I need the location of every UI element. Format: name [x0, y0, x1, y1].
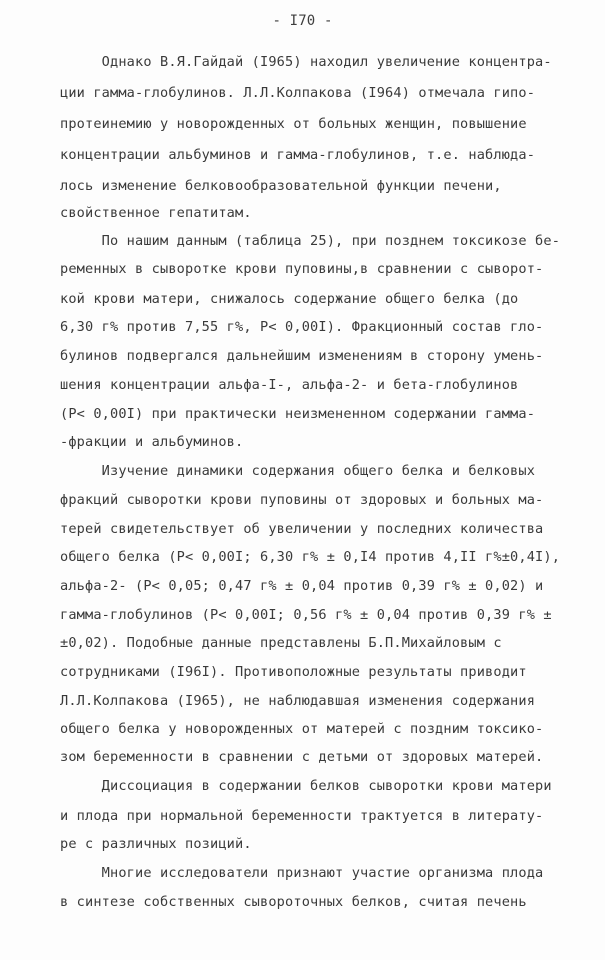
- text-line: в синтезе собственных сывороточных белков, считая печень: [60, 894, 527, 910]
- page-number: - I70 -: [272, 13, 333, 29]
- text-line: ±0,02). Подобные данные представлены Б.П.Михайловым с: [60, 635, 502, 651]
- text-line: свойственное гепатитам.: [60, 205, 252, 221]
- text-line: Диссоциация в содержании белков сыворотки крови матери: [60, 778, 552, 794]
- text-line: Л.Л.Колпакова (I965), не наблюдавшая изменения содержания: [60, 693, 536, 709]
- text-line: альфа-2- (P< 0,05; 0,47 г% ± 0,04 против 0,39 г% ± 0,02) и: [60, 578, 544, 594]
- text-line: сотрудниками (I96I). Противоположные результаты приводит: [60, 664, 527, 680]
- text-line: концентрации альбуминов и гамма-глобулинов, т.е. наблюда-: [60, 147, 536, 163]
- text-line: ременных в сыворотке крови пуповины,в сравнении с сыворот-: [60, 261, 544, 277]
- text-line: протеинемию у новорожденных от больных женщин, повышение: [60, 116, 527, 132]
- text-line: 6,30 г% против 7,55 г%, P< 0,00I). Фракционный состав гло-: [60, 319, 544, 335]
- text-line: лось изменение белковообразовательной функции печени,: [60, 178, 502, 194]
- text-line: По нашим данным (таблица 25), при позднем токсикозе бе-: [60, 233, 561, 249]
- text-line: гамма-глобулинов (P< 0,00I; 0,56 г% ± 0,04 против 0,39 г% ±: [60, 607, 552, 623]
- text-line: общего белка у новорожденных от матерей с поздним токсико-: [60, 721, 544, 737]
- text-line: -фракции и альбуминов.: [60, 434, 244, 450]
- text-line: шения концентрации альфа-I-, альфа-2- и бета-глобулинов: [60, 377, 519, 393]
- text-line: булинов подвергался дальнейшим изменениям в сторону умень-: [60, 348, 544, 364]
- text-line: фракций сыворотки крови пуповины от здоровых и больных ма-: [60, 492, 544, 508]
- text-line: (P< 0,00I) при практически неизмененном содержании гамма-: [60, 406, 536, 422]
- text-line: терей свидетельствует об увеличении у последних количества: [60, 521, 544, 537]
- text-line: зом беременности в сравнении с детьми от здоровых матерей.: [60, 749, 544, 765]
- text-line: Многие исследователи признают участие организма плода: [60, 865, 544, 881]
- text-line: общего белка (P< 0,00I; 6,30 г% ± 0,I4 против 4,II г%±0,4I),: [60, 549, 561, 565]
- text-line: и плода при нормальной беременности трактуется в литерату-: [60, 808, 544, 824]
- text-line: Изучение динамики содержания общего белка и белковых: [60, 463, 536, 479]
- text-line: ции гамма-глобулинов. Л.Л.Колпакова (I964) отмечала гипо-: [60, 85, 536, 101]
- text-line: кой крови матери, снижалось содержание общего белка (до: [60, 291, 519, 307]
- text-line: Однако В.Я.Гайдай (I965) находил увеличение концентра-: [60, 54, 552, 70]
- text-line: ре с различных позиций.: [60, 836, 252, 852]
